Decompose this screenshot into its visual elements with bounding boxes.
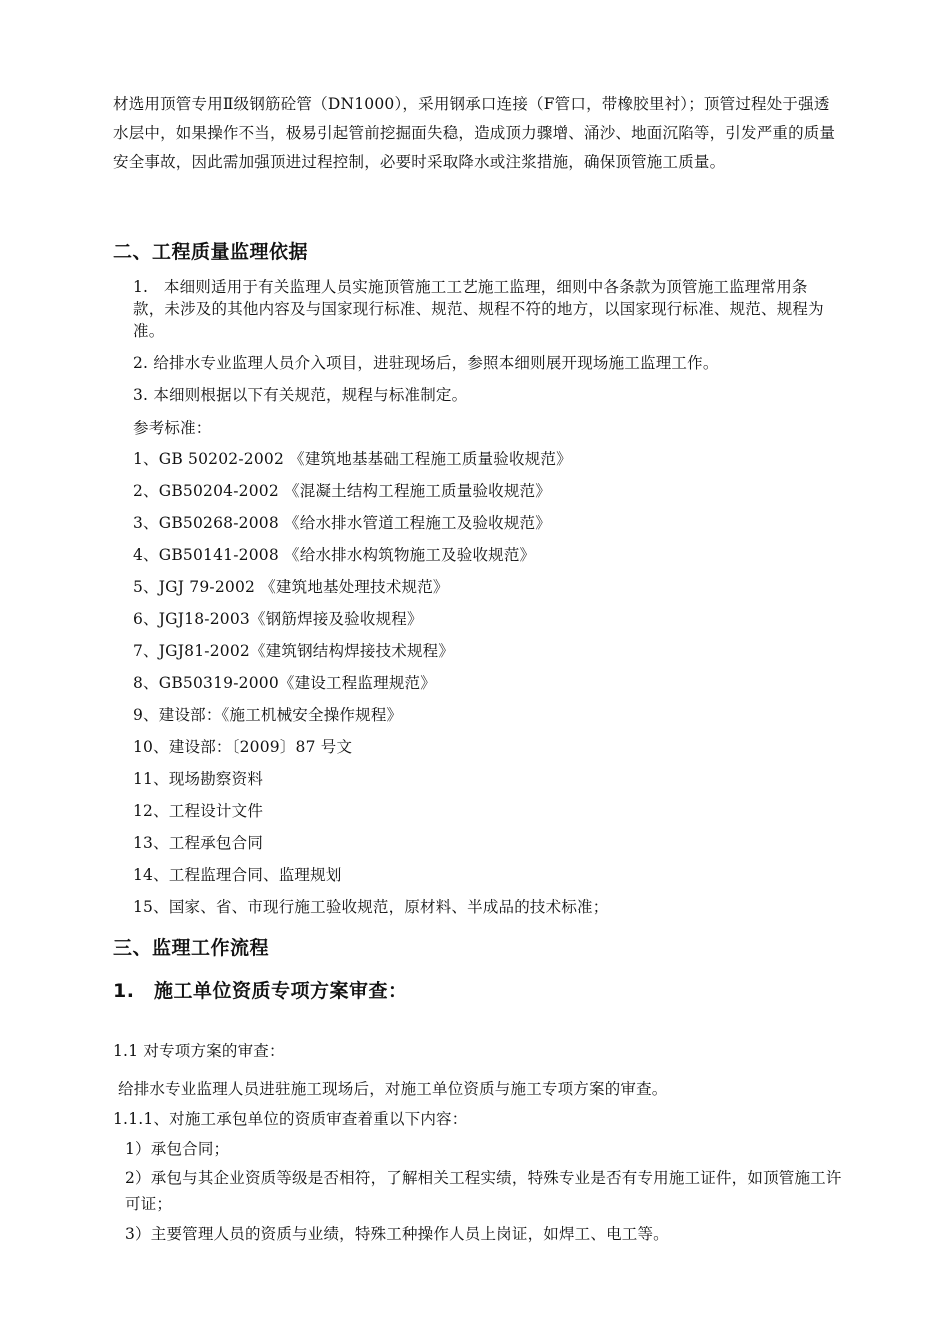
section3-title: 三、监理工作流程: [113, 937, 270, 959]
subsection1-title: 1. 施工单位资质专项方案审查：: [113, 980, 408, 1002]
subsection11-title: 1.1 对专项方案的审查：: [113, 1042, 285, 1060]
reference-item: 3、GB50268-2008 《给水排水管道工程施工及验收规范》: [133, 514, 551, 532]
section2-title: 二、工程质量监理依据: [113, 241, 309, 263]
reference-item: 10、建设部：〔2009〕87 号文: [133, 738, 353, 756]
subsection11-text: 给排水专业监理人员进驻施工现场后，对施工单位资质与施工专项方案的审查。: [118, 1080, 668, 1098]
reference-item: 7、JGJ81-2002《建筑钢结构焊接技术规程》: [133, 642, 455, 660]
section2-item-1: 1. 本细则适用于有关监理人员实施顶管施工工艺施工监理，细则中各条款为顶管施工监理常用条款，未涉及的其他内容及与国家现行标准、规范、规程不符的地方，以国家现行标准、规范、规程为准。: [133, 278, 824, 340]
reference-item: 12、工程设计文件: [133, 802, 264, 820]
reference-item: 1、GB 50202-2002 《建筑地基基础工程施工质量验收规范》: [133, 450, 572, 468]
intro-text: 材选用顶管专用Ⅱ级钢筋砼管（DN1000），采用钢承口连接（F管口，带橡胶里衬）；顶管过程处于强透水层中，如果操作不当，极易引起管前挖掘面失稳，造成顶力骤增、涌沙、地面沉陷等，引发严重的质量安全事故，因此需加强顶进过程控制，必要时采取降水或注浆措施，确保顶管施工质量。: [113, 95, 836, 171]
reference-item: 2、GB50204-2002 《混凝土结构工程施工质量验收规范》: [133, 482, 551, 500]
review-point-2: 2）承包与其企业资质等级是否相符，了解相关工程实绩，特殊专业是否有专用施工证件，如顶管施工许可证；: [125, 1169, 842, 1213]
reference-item: 9、建设部：《施工机械安全操作规程》: [133, 706, 403, 724]
reference-item: 13、工程承包合同: [133, 834, 264, 852]
reference-item: 6、JGJ18-2003《钢筋焊接及验收规程》: [133, 610, 423, 628]
reference-item: 15、国家、省、市现行施工验收规范，原材料、半成品的技术标准；: [133, 898, 609, 916]
intro-paragraph: [113, 90, 843, 177]
reference-label: 参考标准：: [133, 419, 212, 437]
reference-item: 8、GB50319-2000《建设工程监理规范》: [133, 674, 436, 692]
section2-item-3: 3. 本细则根据以下有关规范，规程与标准制定。: [133, 386, 468, 404]
reference-item: 11、现场勘察资料: [133, 770, 264, 788]
review-point-1: 1）承包合同；: [125, 1140, 230, 1158]
subsection111-title: 1.1.1、对施工承包单位的资质审查着重以下内容：: [113, 1110, 468, 1128]
reference-item: 5、JGJ 79-2002 《建筑地基处理技术规范》: [133, 578, 449, 596]
section2-item-2: 2. 给排水专业监理人员介入项目，进驻现场后，参照本细则展开现场施工监理工作。: [133, 354, 719, 372]
reference-item: 14、工程监理合同、监理规划: [133, 866, 342, 884]
review-point-3: 3）主要管理人员的资质与业绩，特殊工种操作人员上岗证，如焊工、电工等。: [125, 1225, 669, 1243]
reference-item: 4、GB50141-2008 《给水排水构筑物施工及验收规范》: [133, 546, 536, 564]
